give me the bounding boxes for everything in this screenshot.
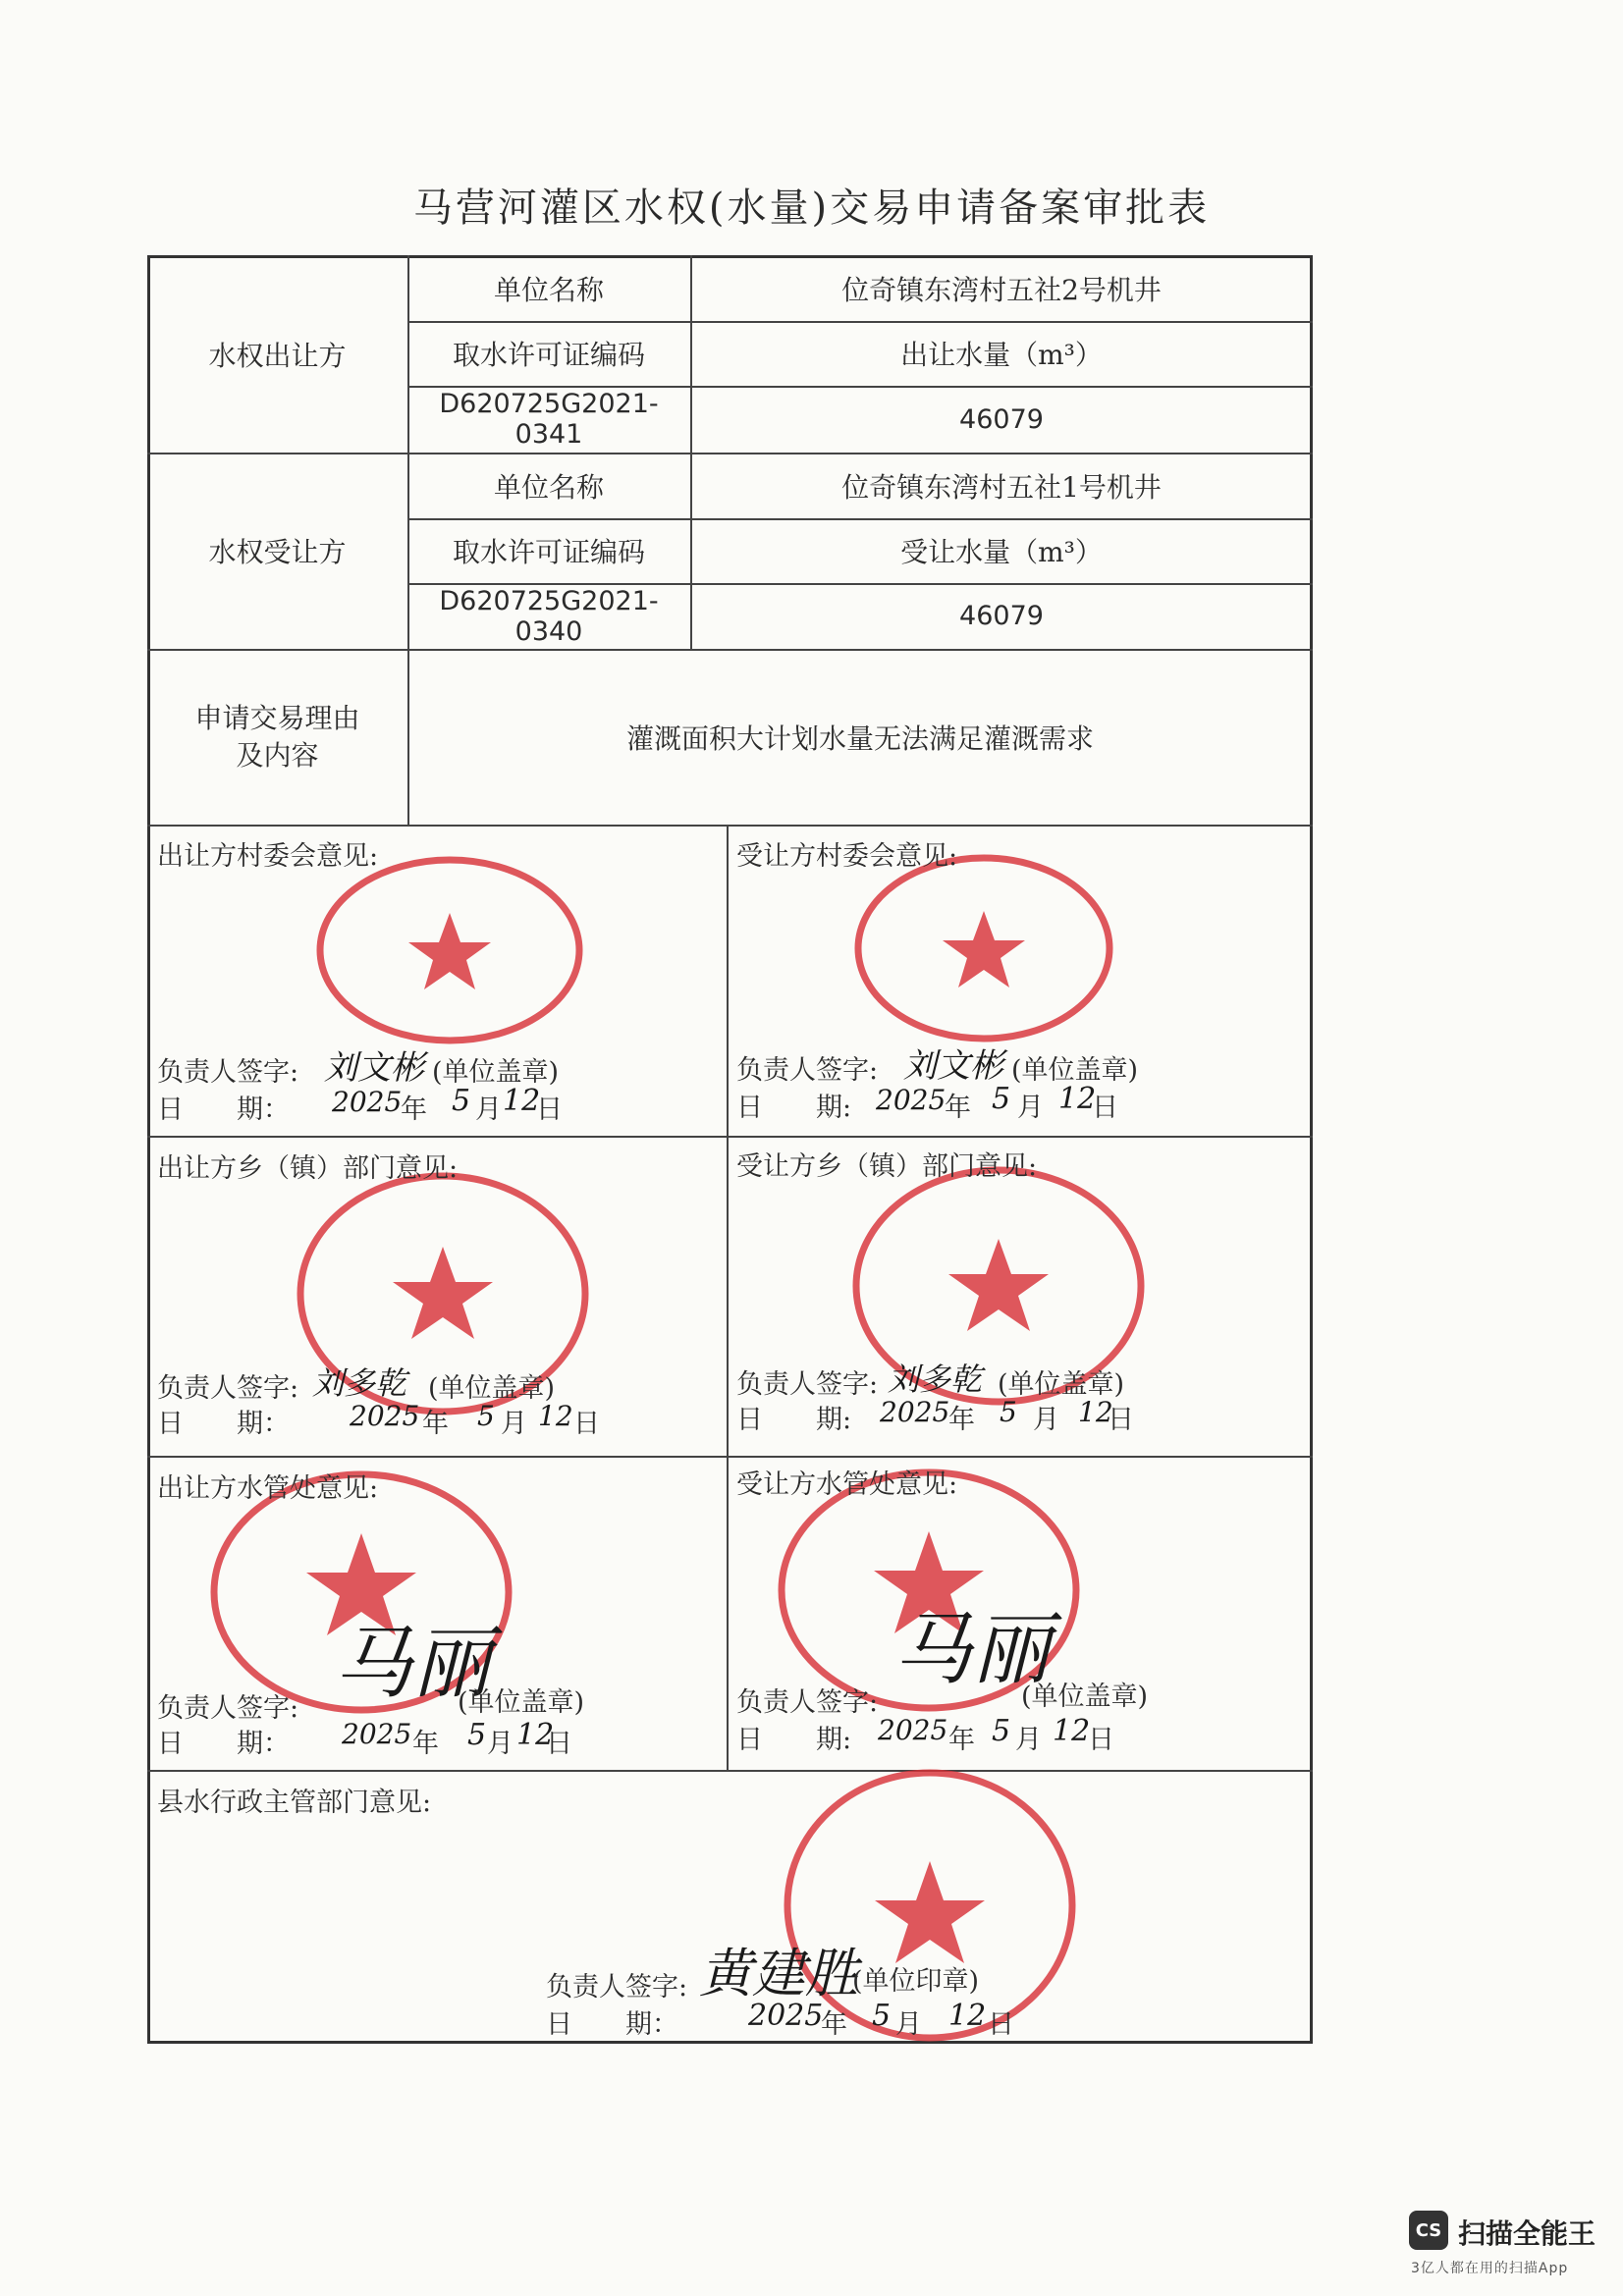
seller-water-year-unit: 年 (412, 1729, 439, 1759)
buyer-unit-name-label: 单位名称 (493, 470, 604, 504)
seller-water-month-unit: 月 (487, 1729, 514, 1759)
reason-label-line1: 申请交易理由 (194, 701, 360, 734)
buyer-town-day: 12 (1078, 1396, 1113, 1428)
buyer-volume-label: 受让水量（m³） (900, 536, 1103, 568)
buyer-town-sign-label: 负责人签字: (736, 1369, 879, 1400)
seller-town-year-unit: 年 (422, 1409, 449, 1439)
seller-town-year: 2025 (350, 1400, 420, 1432)
seller-water-year: 2025 (342, 1718, 412, 1750)
buyer-village-date-label: 日 期: (736, 1093, 852, 1123)
buyer-town-stamp-note: (单位盖章) (998, 1369, 1125, 1400)
seller-village-day: 12 (503, 1084, 541, 1118)
seller-unit-name-value: 位奇镇东湾村五社2号机井 (841, 273, 1162, 306)
seller-water-signature: 马丽 (334, 1618, 491, 1709)
seller-permit-value: D620725G2021-0341 (439, 389, 659, 450)
buyer-village-month: 5 (992, 1082, 1011, 1116)
scanner-tagline: 3亿人都在用的扫描App (1411, 2261, 1569, 2276)
seller-section-label: 水权出让方 (208, 339, 347, 372)
seller-village-sign-label: 负责人签字: (157, 1057, 299, 1088)
buyer-water-date-label: 日 期: (736, 1725, 852, 1755)
seller-water-date-label: 日 期： (157, 1729, 290, 1759)
seller-village-year-unit: 年 (401, 1095, 427, 1125)
buyer-village-day-unit: 日 (1092, 1093, 1118, 1123)
buyer-town-signature: 刘多乾 (888, 1361, 983, 1398)
seller-village-signature: 刘文彬 (324, 1048, 424, 1088)
seller-water-day: 12 (516, 1718, 555, 1752)
county-year: 2025 (748, 1999, 824, 2033)
seller-village-date-label: 日 期： (157, 1095, 290, 1125)
buyer-water-month-unit: 月 (1015, 1725, 1042, 1755)
county-date-label: 日 期： (546, 2009, 678, 2040)
buyer-water-opinion-label: 受让方水管处意见: (736, 1469, 958, 1500)
reason-label-line2: 及内容 (236, 738, 319, 772)
seller-town-stamp-note: (单位盖章) (428, 1373, 556, 1404)
seller-village-opinion-label: 出让方村委会意见: (157, 841, 379, 872)
seller-permit-label: 取水许可证编码 (452, 339, 645, 371)
buyer-village-year: 2025 (876, 1084, 947, 1116)
buyer-water-month: 5 (992, 1714, 1011, 1748)
county-month-unit: 月 (895, 2009, 922, 2040)
county-year-unit: 年 (821, 2009, 847, 2040)
buyer-village-signature: 刘文彬 (903, 1046, 1003, 1086)
seller-water-day-unit: 日 (546, 1729, 572, 1759)
buyer-water-sign-label: 负责人签字: (736, 1687, 879, 1718)
seller-volume-label: 出让水量（m³） (900, 339, 1103, 371)
scanner-watermark (1409, 2207, 1615, 2285)
seller-water-opinion-label: 出让方水管处意见: (157, 1473, 379, 1504)
buyer-village-day: 12 (1058, 1082, 1097, 1116)
buyer-town-year-unit: 年 (948, 1405, 975, 1435)
county-day: 12 (948, 1999, 987, 2033)
county-month: 5 (872, 1999, 892, 2033)
county-signature: 黄建胜 (699, 1943, 858, 2004)
seller-village-stamp-note: (单位盖章) (432, 1057, 560, 1088)
buyer-town-date-label: 日 期: (736, 1405, 852, 1435)
seller-volume-value: 46079 (959, 403, 1044, 435)
seller-village-year: 2025 (332, 1086, 403, 1118)
seller-water-month: 5 (467, 1718, 487, 1752)
seller-town-month-unit: 月 (501, 1409, 527, 1439)
county-sign-label: 负责人签字: (546, 1972, 688, 2002)
buyer-water-year: 2025 (878, 1714, 948, 1746)
buyer-town-month: 5 (1000, 1396, 1017, 1428)
scanner-brand-name: 扫描全能王 (1458, 2217, 1596, 2250)
seal-buyer-village-icon (846, 850, 1121, 1046)
seller-village-month-unit: 月 (475, 1095, 502, 1125)
buyer-permit-label: 取水许可证编码 (452, 536, 645, 568)
seal-seller-village-icon (312, 852, 587, 1048)
buyer-water-signature: 马丽 (893, 1604, 1051, 1695)
reason-value: 灌溉面积大计划水量无法满足灌溉需求 (625, 721, 1094, 755)
document-title: 马营河灌区水权(水量)交易申请备案审批表 (412, 186, 1211, 231)
county-stamp-note: (单位印章) (852, 1966, 980, 1997)
county-day-unit: 日 (988, 2009, 1014, 2040)
buyer-village-opinion-label: 受让方村委会意见: (736, 841, 958, 872)
buyer-village-month-unit: 月 (1017, 1093, 1044, 1123)
seller-village-month: 5 (452, 1084, 471, 1118)
buyer-town-month-unit: 月 (1033, 1405, 1059, 1435)
seller-town-sign-label: 负责人签字: (157, 1373, 299, 1404)
buyer-unit-name-value: 位奇镇东湾村五社1号机井 (841, 470, 1162, 504)
buyer-section-label: 水权受让方 (208, 536, 347, 568)
seller-town-date-label: 日 期： (157, 1409, 290, 1439)
seller-town-month: 5 (477, 1400, 495, 1432)
seller-village-day-unit: 日 (536, 1095, 563, 1125)
seller-town-opinion-label: 出让方乡（镇）部门意见: (157, 1153, 459, 1184)
buyer-town-opinion-label: 受让方乡（镇）部门意见: (736, 1151, 1038, 1182)
seller-water-sign-label: 负责人签字: (157, 1693, 299, 1724)
reason-label (147, 649, 407, 825)
buyer-town-year: 2025 (880, 1396, 950, 1428)
county-opinion-label: 县水行政主管部门意见: (157, 1788, 432, 1818)
buyer-water-stamp-note: (单位盖章) (1021, 1682, 1149, 1712)
seller-water-stamp-note: (单位盖章) (458, 1687, 585, 1718)
buyer-water-day-unit: 日 (1088, 1725, 1114, 1755)
seller-town-signature: 刘多乾 (312, 1364, 407, 1402)
buyer-village-stamp-note: (单位盖章) (1011, 1055, 1139, 1086)
seller-unit-name-label: 单位名称 (493, 273, 604, 306)
seller-town-day-unit: 日 (573, 1409, 600, 1439)
seller-town-day: 12 (538, 1400, 573, 1432)
buyer-water-year-unit: 年 (948, 1725, 975, 1755)
buyer-permit-value: D620725G2021-0340 (439, 585, 659, 647)
buyer-village-year-unit: 年 (945, 1093, 971, 1123)
scanner-logo-icon: CS (1409, 2211, 1448, 2250)
buyer-village-sign-label: 负责人签字: (736, 1055, 879, 1086)
buyer-volume-value: 46079 (959, 601, 1044, 631)
buyer-water-day: 12 (1053, 1714, 1091, 1748)
buyer-town-day-unit: 日 (1108, 1405, 1134, 1435)
